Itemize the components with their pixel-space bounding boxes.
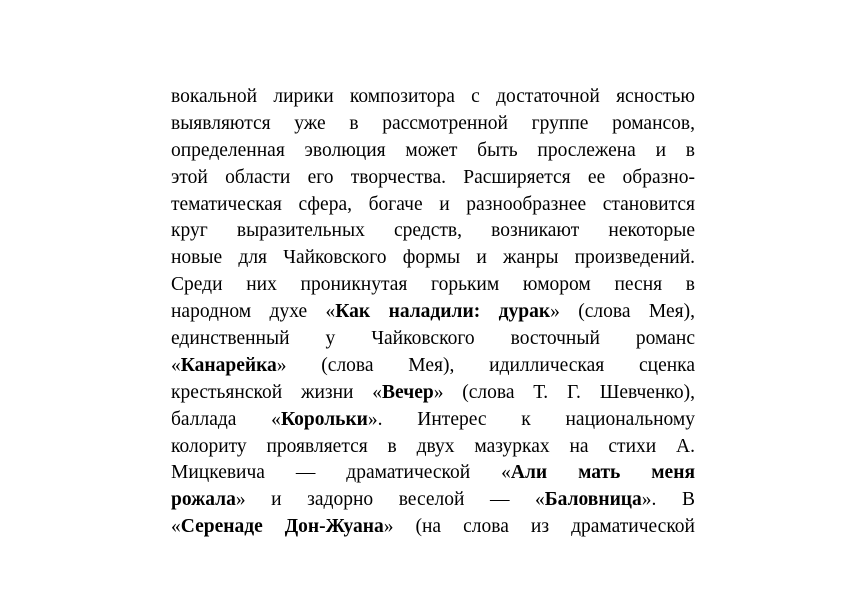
text-run: народном духе « xyxy=(171,301,336,323)
text-line xyxy=(171,353,695,380)
text-line xyxy=(171,272,695,299)
text-line xyxy=(171,434,695,461)
text-line xyxy=(171,326,695,353)
text-run: ». Интерес к национальному xyxy=(367,408,695,430)
text-run: « xyxy=(171,516,181,538)
text-run: » и задорно веселой — « xyxy=(235,489,545,511)
text-line xyxy=(171,380,695,407)
text-run: колориту проявляется в двух мазурках на стихи А. xyxy=(171,435,695,457)
text-line xyxy=(171,514,695,541)
text-run: единственный у Чайковского восточный романс xyxy=(171,328,695,350)
song-title: Канарейка xyxy=(180,354,277,376)
text-run: выявляются уже в рассмотренной группе романсов, xyxy=(171,112,695,134)
text-line xyxy=(171,245,695,272)
text-run: » (слова Т. Г. Шевченко), xyxy=(433,381,695,403)
song-title: рожала xyxy=(171,489,236,511)
song-title: Баловница xyxy=(544,489,642,511)
song-title: Вечер xyxy=(382,381,434,403)
song-title: Корольки xyxy=(280,408,368,430)
text-line xyxy=(171,487,695,514)
text-line xyxy=(171,460,695,487)
text-run: определенная эволюция может быть прослежена и в xyxy=(171,139,695,161)
text-run: новые для Чайковского формы и жанры произведений. xyxy=(171,247,695,269)
text-run: Среди них проникнутая горьким юмором песня в xyxy=(171,274,695,296)
text-run: крестьянской жизни « xyxy=(171,381,383,403)
text-run: этой области его творчества. Расширяется ее образно- xyxy=(171,166,695,188)
text-run: » (слова Мея), xyxy=(550,301,695,323)
text-run: вокальной лирики композитора с достаточной ясностью xyxy=(171,86,695,107)
text-line xyxy=(171,165,695,192)
text-run: круг выразительных средств, возникают некоторые xyxy=(171,220,695,242)
text-line xyxy=(171,84,695,111)
song-title: Как наладили: дурак xyxy=(335,301,551,323)
text-run: тематическая сфера, богаче и разнообразнее становится xyxy=(171,193,695,215)
body-paragraph xyxy=(171,84,695,541)
text-run: ». В xyxy=(641,489,695,511)
text-run: баллада « xyxy=(171,408,281,430)
text-line xyxy=(171,299,695,326)
text-run: » (слова Мея), идиллическая сценка xyxy=(276,354,695,376)
text-line xyxy=(171,192,695,219)
text-line xyxy=(171,138,695,165)
text-line xyxy=(171,111,695,138)
text-line xyxy=(171,218,695,245)
song-title: Серенаде Дон-Жуана xyxy=(180,516,384,538)
text-line xyxy=(171,407,695,434)
text-run: Мицкевича — драматической « xyxy=(171,462,511,484)
text-run: « xyxy=(171,354,181,376)
song-title: Али мать меня xyxy=(510,462,695,484)
text-run: » (на слова из драматической xyxy=(383,516,695,538)
